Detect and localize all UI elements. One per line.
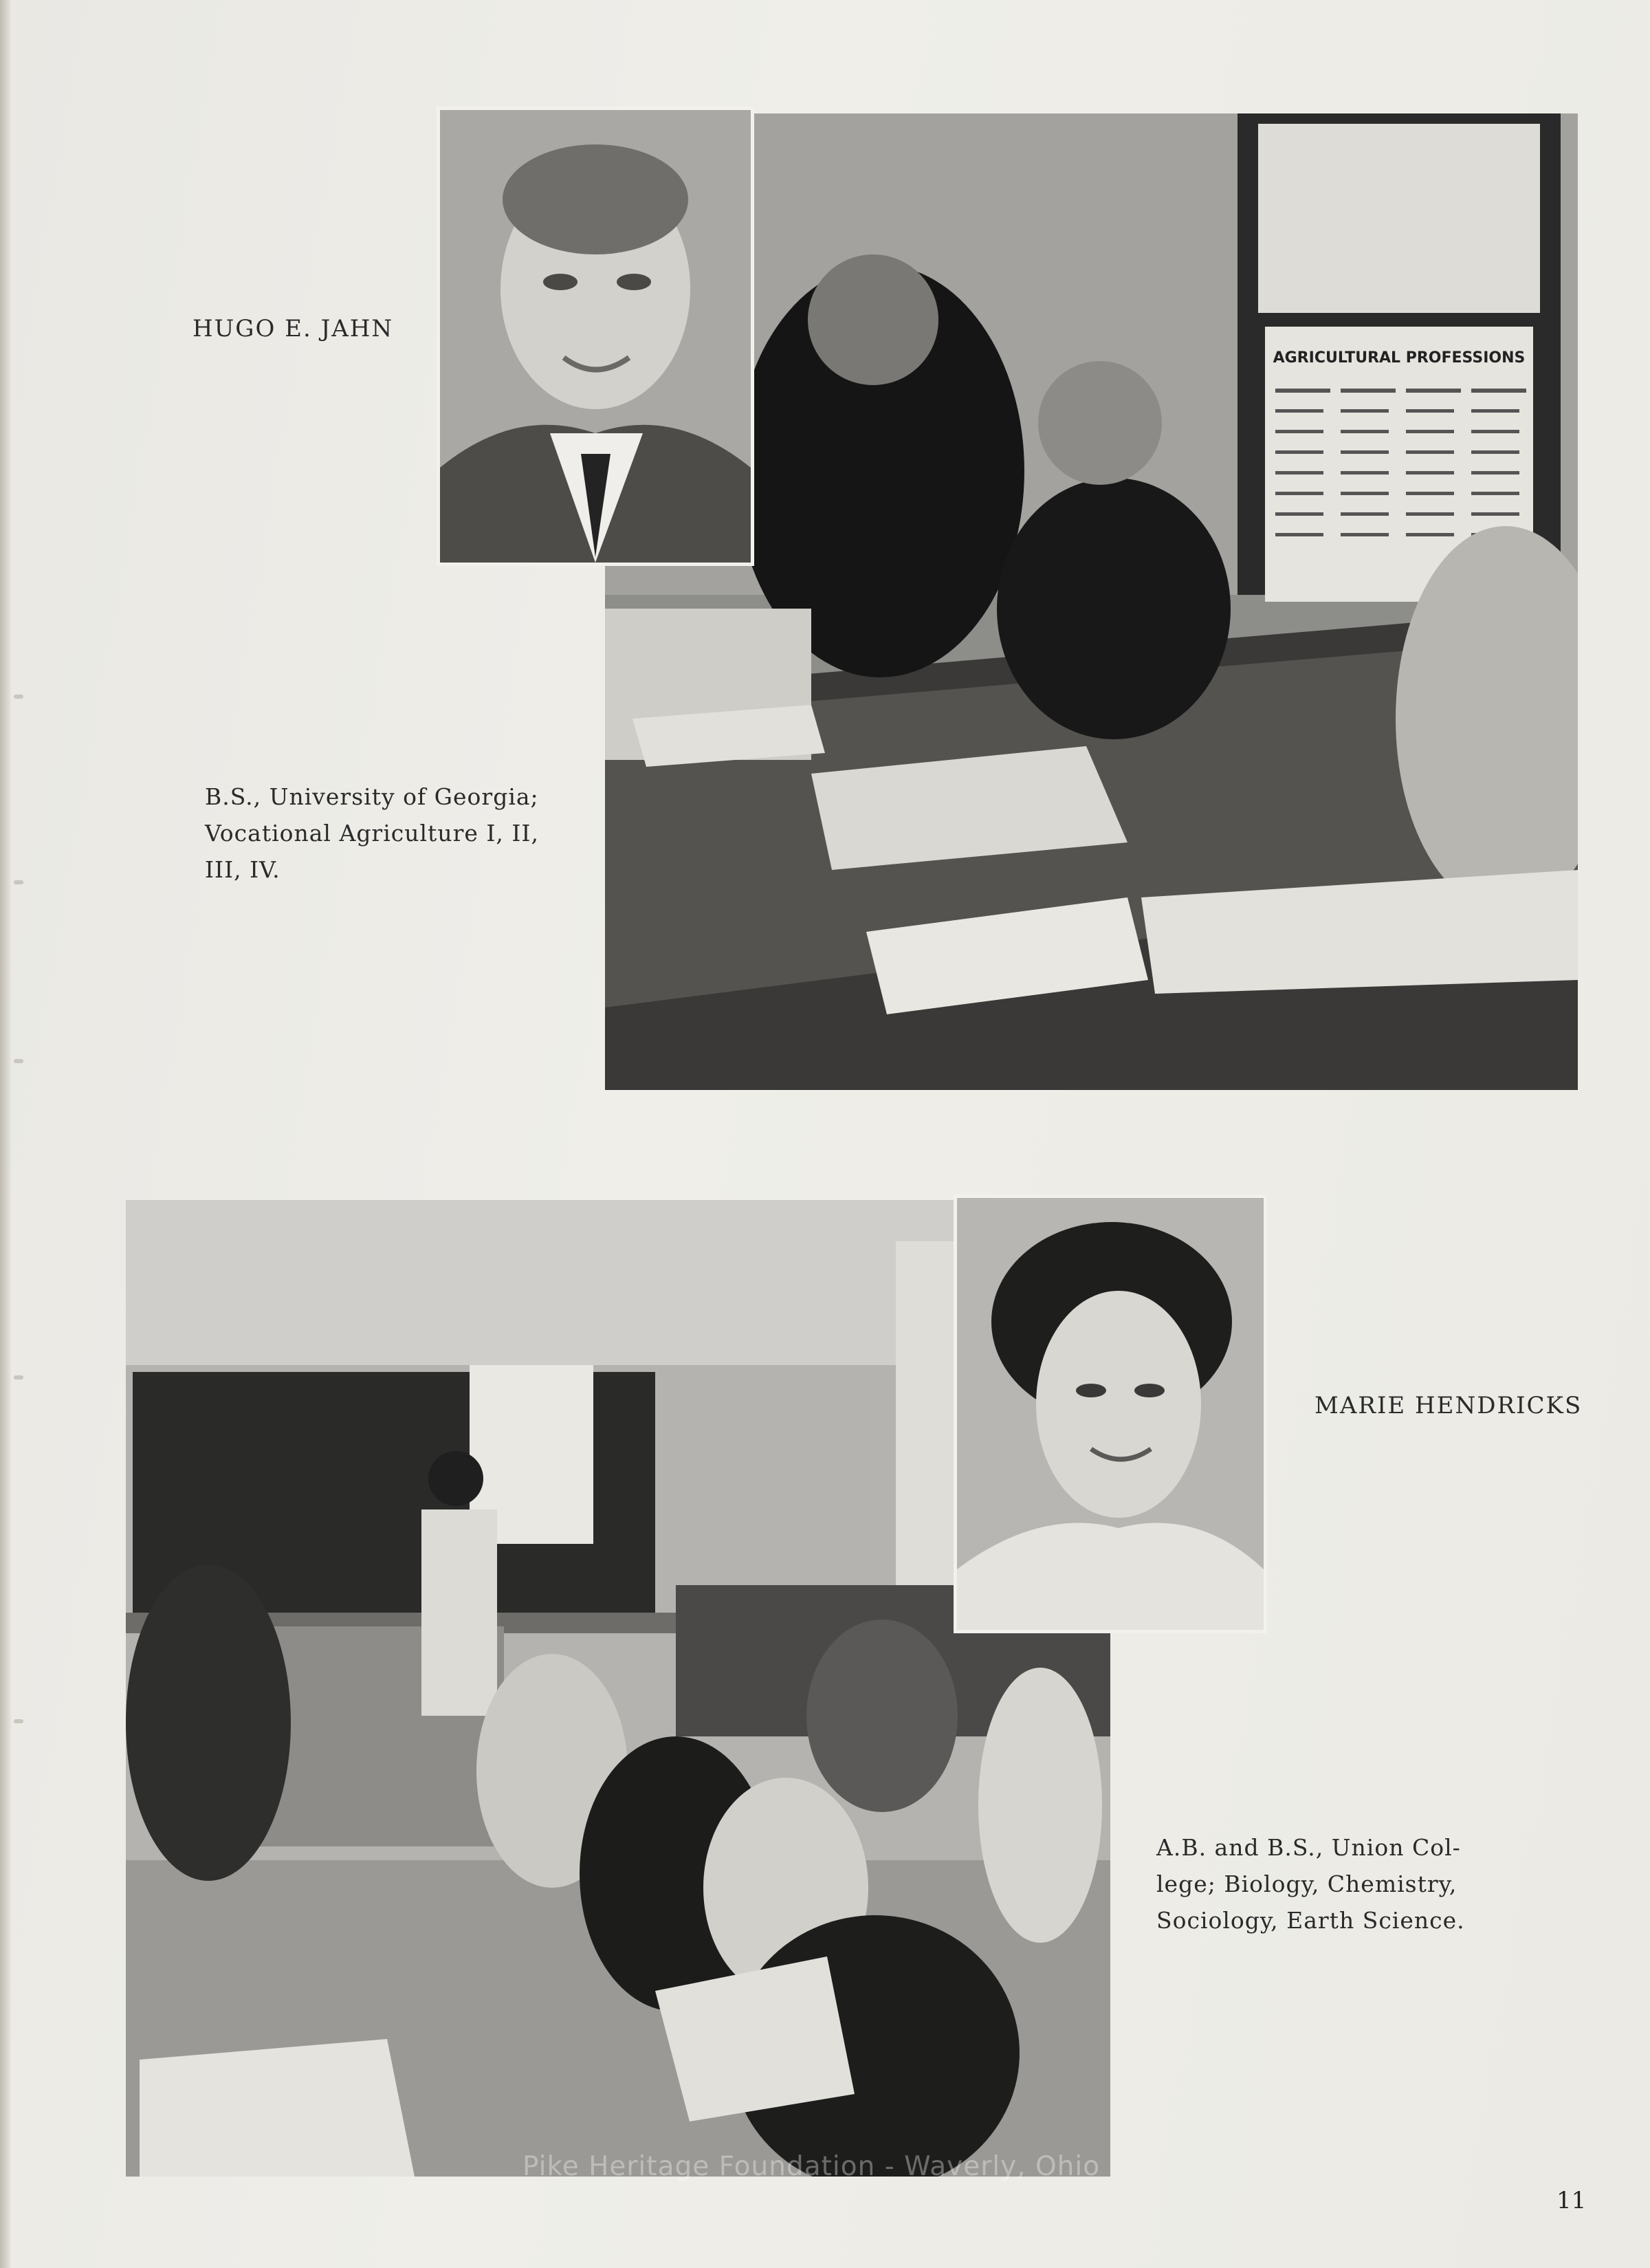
binding-stitch [14, 1375, 23, 1380]
hendricks-detail-line: Sociology, Earth Science. [1156, 1907, 1465, 1934]
jahn-portrait-photo [437, 107, 754, 566]
svg-text:AGRICULTURAL PROFESSIONS: AGRICULTURAL PROFESSIONS [1273, 349, 1526, 367]
hendricks-details [1156, 1829, 1583, 1939]
portrait-art [957, 1198, 1264, 1630]
hendricks-portrait-photo [954, 1195, 1267, 1633]
binding-stitch [14, 1059, 23, 1063]
jahn-detail-line: B.S., University of Georgia; [205, 783, 539, 810]
portrait-art [440, 110, 751, 563]
jahn-name: HUGO E. JAHN [192, 315, 394, 342]
binding-stitch [14, 695, 23, 699]
jahn-detail-line: Vocational Agriculture I, II, [205, 820, 539, 847]
watermark: Pike Heritage Foundation - Waverly, Ohio [522, 2151, 1101, 2182]
hendricks-detail-line: A.B. and B.S., Union Col- [1156, 1834, 1461, 1861]
page-binding [0, 0, 11, 2268]
jahn-detail-line: III, IV. [205, 856, 280, 883]
hendricks-name: MARIE HENDRICKS [1314, 1392, 1583, 1419]
jahn-details [205, 778, 590, 888]
page-number: 11 [1556, 2187, 1587, 2214]
hendricks-detail-line: lege; Biology, Chemistry, [1156, 1871, 1458, 1897]
binding-stitch [14, 1719, 23, 1723]
binding-stitch [14, 880, 23, 884]
